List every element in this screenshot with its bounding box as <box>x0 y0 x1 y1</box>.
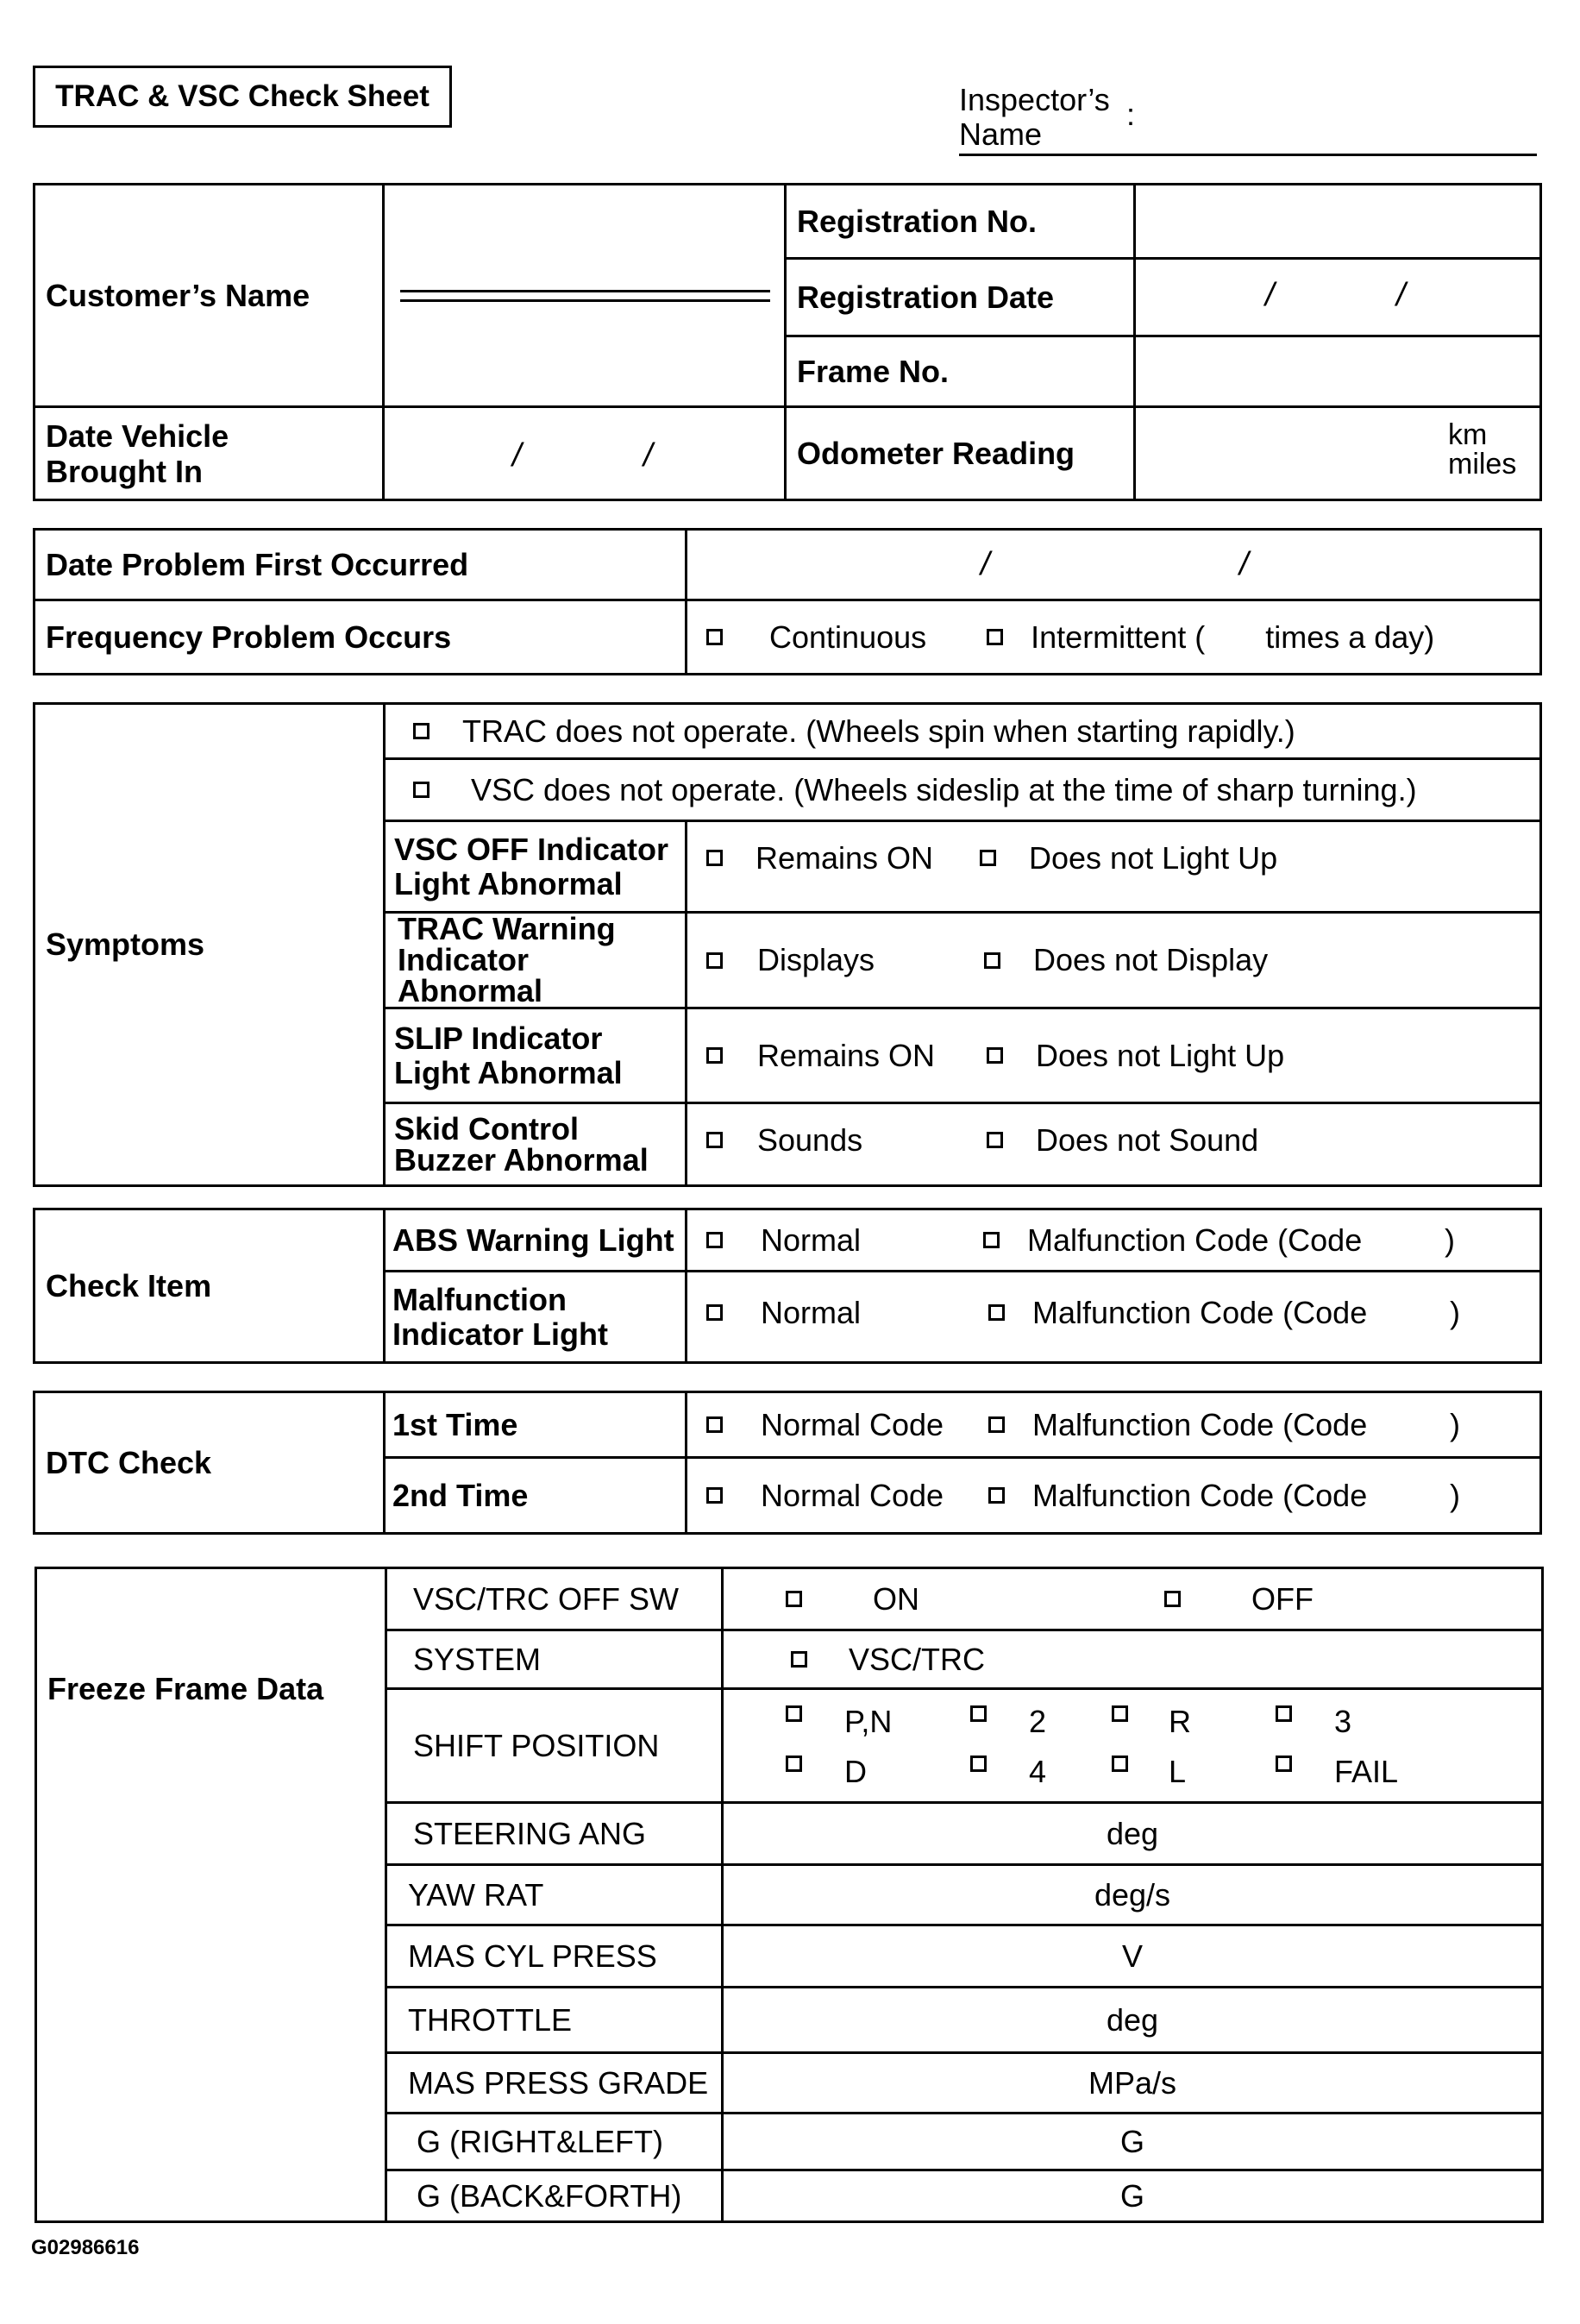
shift-2-label: 2 <box>1029 1703 1047 1739</box>
shift-3-label: 3 <box>1334 1703 1352 1739</box>
freeze-frame-label: Freeze Frame Data <box>36 1568 386 2222</box>
first-time-label: 1st Time <box>385 1392 687 1458</box>
throttle-label: THROTTLE <box>386 1988 723 2053</box>
displays-checkbox[interactable] <box>706 952 723 969</box>
displays-label: Displays <box>757 942 875 977</box>
skid-control-buzzer-label: Skid Control Buzzer Abnormal <box>385 1103 687 1186</box>
does-not-sound-label: Does not Sound <box>1036 1121 1259 1158</box>
close-paren: ) <box>1445 1222 1455 1258</box>
shift-fail-checkbox[interactable] <box>1276 1756 1292 1772</box>
date-slash: / <box>1239 546 1249 582</box>
malfunction-code-checkbox[interactable] <box>988 1487 1005 1504</box>
system-options <box>723 1630 1543 1689</box>
date-problem-first-label: Date Problem First Occurred <box>34 530 687 600</box>
yaw-rat-label: YAW RAT <box>386 1865 723 1925</box>
continuous-checkbox[interactable] <box>706 629 723 645</box>
shift-position-options <box>723 1689 1543 1803</box>
check-item-label: Check Item <box>34 1209 385 1363</box>
date-slash: / <box>1265 277 1275 313</box>
second-time-options <box>687 1458 1541 1534</box>
sw-off-checkbox[interactable] <box>1164 1591 1181 1607</box>
customer-table <box>33 183 1542 501</box>
does-not-light-up-label: Does not Light Up <box>1036 1037 1285 1073</box>
frame-no-field[interactable] <box>1135 336 1541 407</box>
trac-not-operate-label: TRAC does not operate. (Wheels spin when starting rapidly.) <box>462 713 1295 749</box>
vsc-off-indicator-label: VSC OFF Indicator Light Abnormal <box>385 821 687 913</box>
sw-off-label: OFF <box>1251 1580 1314 1617</box>
date-slash: / <box>512 437 522 474</box>
shift-pn-checkbox[interactable] <box>786 1705 802 1722</box>
page-title: TRAC & VSC Check Sheet <box>55 79 429 113</box>
malfunction-code-label: Malfunction Code (Code <box>1032 1294 1368 1330</box>
customer-name-label: Customer’s Name <box>34 185 384 407</box>
shift-4-label: 4 <box>1029 1753 1047 1789</box>
malfunction-code-label: Malfunction Code (Code <box>1027 1222 1363 1258</box>
steering-ang-label: STEERING ANG <box>386 1803 723 1865</box>
date-slash: / <box>981 546 990 582</box>
close-paren: ) <box>1450 1406 1460 1442</box>
normal-checkbox[interactable] <box>706 1232 723 1248</box>
shift-3-checkbox[interactable] <box>1276 1705 1292 1722</box>
odometer-field[interactable] <box>1135 407 1541 500</box>
symptoms-table <box>33 702 1542 1187</box>
g-right-left-label: G (RIGHT&LEFT) <box>386 2114 723 2170</box>
figure-code: G02986616 <box>31 2236 140 2259</box>
sw-on-label: ON <box>873 1580 919 1617</box>
registration-no-field[interactable] <box>1135 185 1541 259</box>
malfunction-code-label: Malfunction Code (Code <box>1032 1477 1368 1513</box>
normal-label: Normal <box>761 1294 862 1330</box>
inspector-colon: : <box>1126 97 1136 132</box>
shift-r-checkbox[interactable] <box>1112 1705 1128 1722</box>
check-item-table <box>33 1208 1542 1364</box>
normal-label: Normal <box>761 1222 862 1258</box>
normal-code-label: Normal Code <box>761 1406 944 1442</box>
shift-d-label: D <box>844 1753 867 1789</box>
second-time-label: 2nd Time <box>385 1458 687 1534</box>
vsc-trc-off-sw-options <box>723 1568 1543 1630</box>
does-not-light-up-label: Does not Light Up <box>1029 839 1278 876</box>
double-line <box>400 290 770 302</box>
shift-l-checkbox[interactable] <box>1112 1756 1128 1772</box>
odometer-unit-km: km <box>1448 418 1488 451</box>
shift-2-checkbox[interactable] <box>970 1705 987 1722</box>
steering-ang-unit[interactable]: deg <box>723 1803 1543 1865</box>
normal-code-checkbox[interactable] <box>706 1416 723 1433</box>
shift-4-checkbox[interactable] <box>970 1756 987 1772</box>
malfunction-indicator-light-label: Malfunction Indicator Light <box>385 1272 687 1363</box>
title-box <box>33 66 452 128</box>
intermittent-label: Intermittent ( <box>1031 619 1206 655</box>
g-back-forth-label: G (BACK&FORTH) <box>386 2170 723 2222</box>
shift-pn-label: P,N <box>844 1703 893 1739</box>
trac-not-operate-checkbox[interactable] <box>413 723 429 739</box>
mas-cyl-press-label: MAS CYL PRESS <box>386 1925 723 1988</box>
dtc-check-label: DTC Check <box>34 1392 385 1534</box>
frame-no-label: Frame No. <box>786 336 1135 407</box>
normal-code-checkbox[interactable] <box>706 1487 723 1504</box>
shift-position-label: SHIFT POSITION <box>386 1689 723 1803</box>
date-brought-in-label: Date Vehicle Brought In <box>34 407 384 500</box>
inspector-name-line[interactable] <box>959 154 1537 156</box>
inspector-label: Inspector’s Name <box>959 82 1110 152</box>
remains-on-label: Remains ON <box>756 839 934 876</box>
does-not-display-checkbox[interactable] <box>984 952 1000 969</box>
mas-press-grade-label: MAS PRESS GRADE <box>386 2053 723 2114</box>
freeze-frame-table <box>34 1567 1544 2223</box>
skid-control-options <box>687 1103 1541 1186</box>
date-problem-first-field[interactable] <box>687 530 1541 600</box>
does-not-display-label: Does not Display <box>1033 942 1269 977</box>
remains-on-checkbox[interactable] <box>706 1047 723 1064</box>
slip-indicator-label: SLIP Indicator Light Abnormal <box>385 1008 687 1103</box>
sounds-label: Sounds <box>757 1121 863 1158</box>
does-not-sound-checkbox[interactable] <box>987 1132 1003 1148</box>
malfunction-code-label: Malfunction Code (Code <box>1032 1406 1368 1442</box>
malfunction-code-checkbox[interactable] <box>988 1304 1005 1321</box>
times-a-day-label: times a day) <box>1265 619 1435 655</box>
continuous-label: Continuous <box>769 619 927 655</box>
registration-date-label: Registration Date <box>786 259 1135 336</box>
frequency-label: Frequency Problem Occurs <box>34 600 687 675</box>
date-slash: / <box>1396 277 1406 313</box>
mas-cyl-press-unit[interactable]: V <box>723 1925 1543 1988</box>
shift-l-label: L <box>1169 1753 1187 1789</box>
symptoms-label: Symptoms <box>34 704 385 1186</box>
system-vsc-trc-checkbox[interactable] <box>791 1651 807 1668</box>
first-time-options <box>687 1392 1541 1458</box>
vsc-not-operate-label: VSC does not operate. (Wheels sideslip at the time of sharp turning.) <box>471 771 1417 807</box>
close-paren: ) <box>1450 1477 1460 1513</box>
throttle-unit[interactable]: deg <box>723 1988 1543 2053</box>
system-vsc-trc-label: VSC/TRC <box>849 1641 986 1677</box>
sounds-checkbox[interactable] <box>706 1132 723 1148</box>
shift-fail-label: FAIL <box>1334 1753 1399 1789</box>
customer-name-field[interactable] <box>384 185 786 407</box>
shift-r-label: R <box>1169 1703 1191 1739</box>
problem-table <box>33 528 1542 675</box>
normal-code-label: Normal Code <box>761 1477 944 1513</box>
shift-d-checkbox[interactable] <box>786 1756 802 1772</box>
odometer-label: Odometer Reading <box>786 407 1135 500</box>
vsc-not-operate-checkbox[interactable] <box>413 782 429 798</box>
trac-not-operate-row <box>385 704 1541 759</box>
odometer-unit-miles: miles <box>1448 448 1517 481</box>
g-right-left-unit[interactable]: G <box>723 2114 1543 2170</box>
does-not-light-up-checkbox[interactable] <box>980 850 996 866</box>
close-paren: ) <box>1450 1294 1460 1330</box>
does-not-light-up-checkbox[interactable] <box>987 1047 1003 1064</box>
date-slash: / <box>643 437 653 474</box>
system-label: SYSTEM <box>386 1630 723 1689</box>
frequency-options <box>687 600 1541 675</box>
abs-warning-options <box>687 1209 1541 1272</box>
registration-date-field[interactable] <box>1135 259 1541 336</box>
vsc-off-indicator-options <box>687 821 1541 913</box>
yaw-rat-unit[interactable]: deg/s <box>723 1865 1543 1925</box>
dtc-check-table <box>33 1391 1542 1535</box>
remains-on-label: Remains ON <box>757 1037 936 1073</box>
vsc-trc-off-sw-label: VSC/TRC OFF SW <box>386 1568 723 1630</box>
trac-warning-options <box>687 913 1541 1008</box>
malfunction-indicator-options <box>687 1272 1541 1363</box>
date-brought-in-field[interactable] <box>384 407 786 500</box>
g-back-forth-unit[interactable]: G <box>723 2170 1543 2222</box>
malfunction-code-checkbox[interactable] <box>983 1232 1000 1248</box>
mas-press-grade-unit[interactable]: MPa/s <box>723 2053 1543 2114</box>
vsc-not-operate-row <box>385 759 1541 821</box>
remains-on-checkbox[interactable] <box>706 850 723 866</box>
registration-no-label: Registration No. <box>786 185 1135 259</box>
normal-checkbox[interactable] <box>706 1304 723 1321</box>
trac-warning-indicator-label: TRAC Warning Indicator Abnormal <box>385 913 687 1008</box>
intermittent-checkbox[interactable] <box>987 629 1003 645</box>
slip-indicator-options <box>687 1008 1541 1103</box>
sw-on-checkbox[interactable] <box>786 1591 802 1607</box>
malfunction-code-checkbox[interactable] <box>988 1416 1005 1433</box>
abs-warning-light-label: ABS Warning Light <box>385 1209 687 1272</box>
